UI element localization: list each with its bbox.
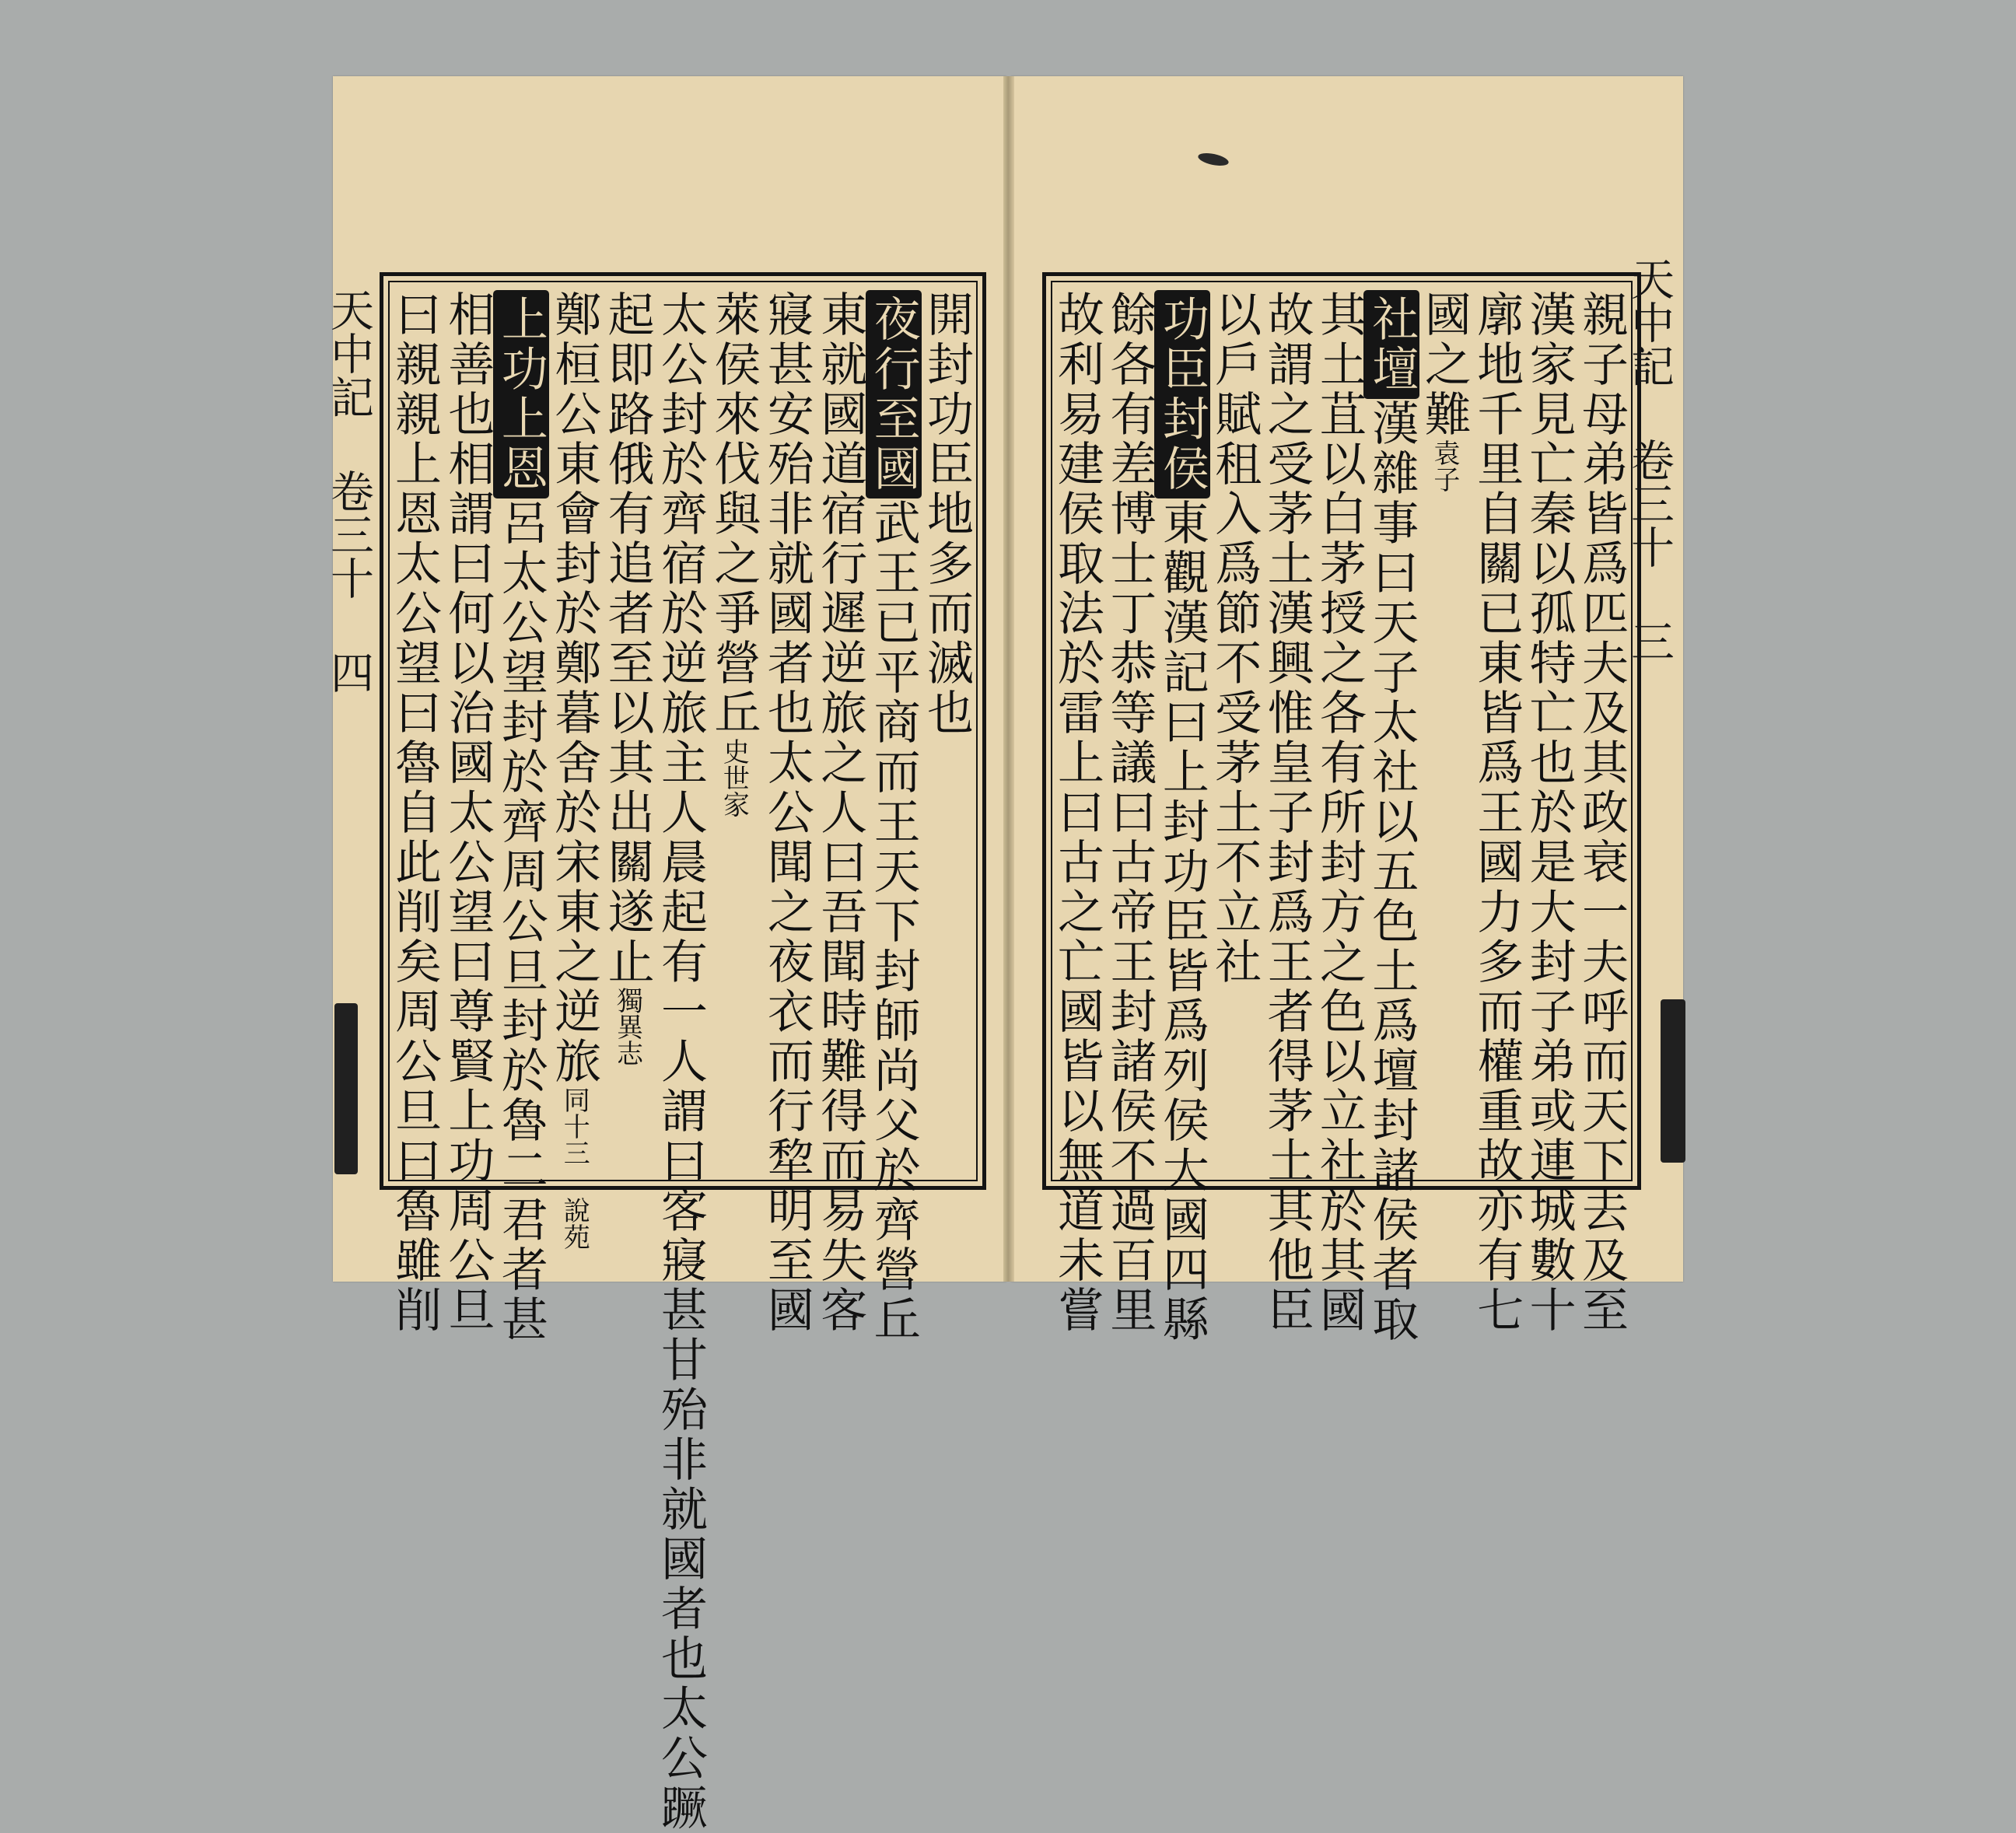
text-column: [919, 290, 975, 1172]
text-column: [547, 290, 602, 1250]
highlighted-heading: 社壇: [1363, 290, 1419, 399]
source-note: 史世家: [718, 738, 750, 817]
source-note: 獨異志: [611, 987, 643, 1066]
right-seal-mark: [1661, 999, 1685, 1163]
column-text: 寢甚安殆非就國者也太公聞之夜衣而行犂明至國: [759, 290, 814, 1335]
column-text: 其土苴以白茅授之各有所封方之色以立社於其國: [1312, 290, 1367, 1335]
column-text: 萊侯來伐與之爭營丘: [706, 290, 761, 738]
right-header-label: 天中記 卷三十 三: [1624, 257, 1675, 663]
text-column: [1207, 290, 1262, 1172]
text-column: [1050, 290, 1105, 1335]
text-column: [600, 290, 656, 1172]
text-column: [493, 290, 549, 1345]
text-column: [759, 290, 815, 1335]
text-column: [866, 290, 922, 1345]
column-text: 東觀漢記曰上封功臣皆爲列侯大國四縣: [1154, 498, 1209, 1345]
book-gutter: [1003, 76, 1014, 1282]
column-text: 漢家見亡秦以孤特亡也於是大封子弟或連城數十: [1521, 290, 1577, 1335]
column-text: 國之難: [1416, 290, 1472, 439]
text-column: [1469, 290, 1524, 1335]
left-text-block: [380, 272, 986, 1833]
column-text: 相善也相謂曰何以治國太公望曰尊賢上功周公旦: [440, 290, 495, 1335]
source-note: 袁子: [1428, 439, 1460, 492]
source-note: 同十三 說苑: [558, 1086, 590, 1250]
column-text: 呂太公望封於齊周公旦封於魯二君者甚: [493, 498, 548, 1345]
column-text: 東就國道宿行遲逆旅之人曰吾聞時難得而易失客: [813, 290, 868, 1335]
text-column: [1312, 290, 1367, 1335]
highlighted-heading: 功臣封侯: [1154, 290, 1210, 498]
column-text: 漢雜事曰天子太社以五色土爲壇封諸侯者取: [1364, 399, 1419, 1345]
column-text: 鄭桓公東會封於鄭暮舍於宋東之逆旅: [547, 290, 602, 1086]
column-text: 武王已平商而王天下封師尚父於齊營丘: [866, 498, 921, 1345]
column-text: 起即路俄有追者至以其出關遂止: [600, 290, 655, 987]
text-column: [1364, 290, 1419, 1345]
text-column: [387, 290, 443, 1335]
left-seal-mark: [334, 1003, 358, 1174]
column-text: 親子母弟皆爲匹夫及其政衰一夫呼而天下去及至: [1574, 290, 1629, 1335]
text-column: [813, 290, 868, 1335]
column-text: 餘各有差博士丁恭等議曰古帝王封諸侯不過百里: [1102, 290, 1157, 1335]
column-text: 故謂之受茅土漢興惟皇子封爲王者得茅土其他臣: [1259, 290, 1314, 1335]
column-text: 太公封於齊宿於逆旅主人晨起有一人謂曰客寢甚甘殆非就國者也太公蹶: [653, 290, 708, 1833]
text-column: [706, 290, 761, 1172]
text-column: [653, 290, 709, 1833]
left-spine-label: 天中記 卷三十 四: [333, 288, 383, 1174]
column-text: 以戶賦租入爲節不受茅土不立社: [1207, 290, 1262, 987]
text-column: [440, 290, 495, 1335]
column-text: 開封功臣地多而滅也: [919, 290, 974, 738]
right-text-block: [1042, 272, 1641, 1345]
column-text: 曰親親上恩太公望曰魯自此削矣周公旦曰魯雖削: [387, 290, 442, 1335]
text-column: [1154, 290, 1210, 1345]
text-column: [1416, 290, 1472, 1172]
column-text: 故利易建侯取法於雷上曰古之亡國皆以無道未嘗: [1050, 290, 1104, 1335]
highlighted-heading: 夜行至國: [866, 290, 922, 498]
text-column: [1521, 290, 1577, 1335]
text-column: [1102, 290, 1157, 1335]
column-text: 廓地千里自關已東皆爲王國力多而權重故亦有七: [1469, 290, 1524, 1335]
highlighted-heading: 上功上恩: [493, 290, 549, 498]
text-column: [1259, 290, 1315, 1335]
